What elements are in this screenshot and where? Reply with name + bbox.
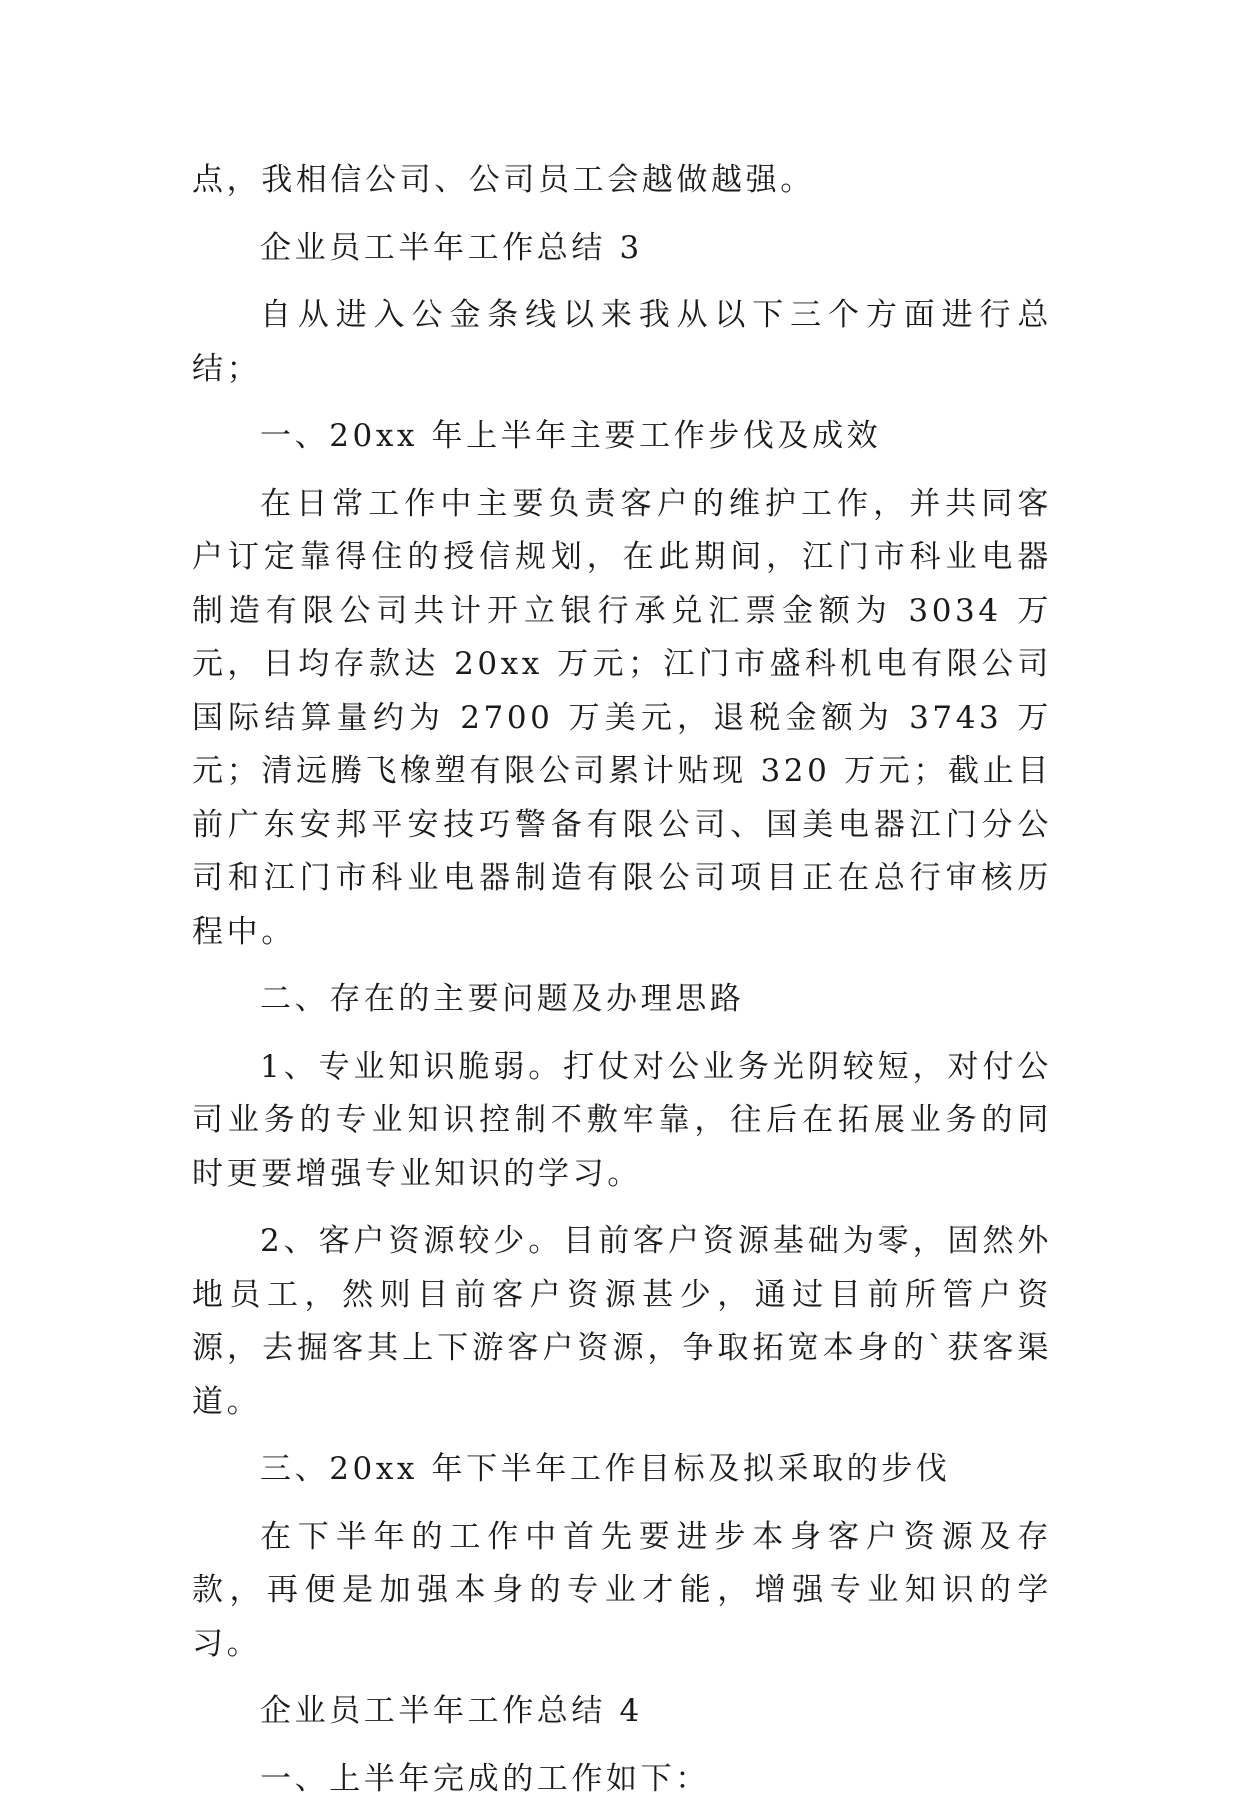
body-paragraph-problem-1: 1、专业知识脆弱。打仗对公业务光阴较短，对付公司业务的专业知识控制不敷牢靠，往后在拓展业务的同时更要增强专业知识的学习。 — [192, 1041, 1052, 1202]
subheading-2: 二、存在的主要问题及办理思路 — [192, 973, 1052, 1027]
body-paragraph-achievements: 在日常工作中主要负责客户的维护工作，并共同客户订定靠得住的授信规划，在此期间，江门市科业电器制造有限公司共计开立银行承兑汇票金额为 3034 万元，日均存款达 20xx 万元；江门市盛科机电有限公司国际结算量约为 2700 万美元，退税金额为 3743 万元；清远腾飞橡塑有限公司累计贴现 320 万元；截止目前广东安邦平安技巧警备有限公司、国美电器江门分公司和江门市科业电器制造有限公司项目正在总行审核历程中。 — [192, 478, 1052, 960]
subheading-completed-work: 一、上半年完成的工作如下： — [192, 1753, 1052, 1806]
subheading-3: 三、20xx 年下半年工作目标及拟采取的步伐 — [192, 1443, 1052, 1497]
paragraph-continuation: 点，我相信公司、公司员工会越做越强。 — [192, 154, 1052, 208]
body-paragraph-problem-2: 2、客户资源较少。目前客户资源基础为零，固然外地员工，然则目前客户资源甚少，通过目前所管户资源，去掘客其上下游客户资源，争取拓宽本身的`获客渠道。 — [192, 1215, 1052, 1429]
intro-paragraph: 自从进入公金条线以来我从以下三个方面进行总结； — [192, 289, 1052, 396]
subheading-1: 一、20xx 年上半年主要工作步伐及成效 — [192, 410, 1052, 464]
document-body — [192, 154, 1052, 1806]
section-heading-3: 企业员工半年工作总结 3 — [192, 222, 1052, 276]
body-paragraph-goals: 在下半年的工作中首先要进步本身客户资源及存款，再便是加强本身的专业才能，增强专业知识的学习。 — [192, 1511, 1052, 1672]
section-heading-4: 企业员工半年工作总结 4 — [192, 1685, 1052, 1739]
